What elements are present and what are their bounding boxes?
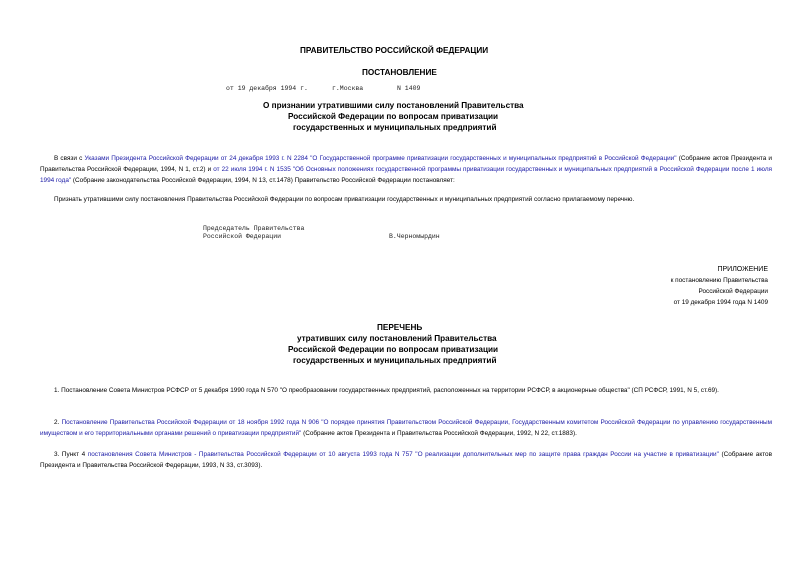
appendix-line-3: от 19 декабря 1994 года N 1409 xyxy=(673,299,768,306)
appendix-line-2: Российской Федерации xyxy=(698,288,768,295)
title-line-3: государственных и муниципальных предприятий xyxy=(293,123,497,132)
list-item-2-text: (Собрание актов Президента и Правительства Российской Федерации, 1992, N 22, ст.1883). xyxy=(301,430,577,437)
list-item-2 xyxy=(40,417,772,439)
intro-text-start: В связи с xyxy=(54,155,85,162)
appendix-line-1: к постановлению Правительства xyxy=(670,277,768,284)
government-heading: ПРАВИТЕЛЬСТВО РОССИЙСКОЙ ФЕДЕРАЦИИ xyxy=(300,46,489,55)
title-line-1: О признании утратившими силу постановлений Правительства xyxy=(263,101,524,110)
intro-text-end: (Собрание законодательства Российской Федерации, 1994, N 13, ст.1478) Правительство Российской Федерации постановляет: xyxy=(71,177,455,184)
list-item-3-number: 3. Пункт 4 xyxy=(54,451,88,458)
list-title-line-4: государственных и муниципальных предприятий xyxy=(293,356,497,365)
resolution-paragraph xyxy=(40,194,772,205)
document-number: N 1409 xyxy=(397,85,421,92)
list-item-2-number: 2. xyxy=(54,419,62,426)
document-date: от 19 декабря 1994 г. xyxy=(226,85,308,92)
list-title-line-1: ПЕРЕЧЕНЬ xyxy=(377,323,423,332)
appendix-label: ПРИЛОЖЕНИЕ xyxy=(717,266,768,273)
document-city: г.Москва xyxy=(332,85,364,92)
intro-text-mid: (Собрание актов Президента и Правительства Российской Федерации, 1994, N 1, ст.2) и xyxy=(40,155,772,173)
signature-name: В.Черномырдин xyxy=(389,233,440,240)
decree-2284-link[interactable]: Указами Президента Российской Федерации от 24 декабря 1993 г. N 2284 "О Государственной программе приватизации государственных и муниципальных предприятий в Российской Федерации" xyxy=(84,155,677,162)
intro-paragraph xyxy=(40,153,772,186)
list-item-1-text: 1. Постановление Совета Министров РСФСР от 5 декабря 1990 года N 570 "О преобразовании государственных предприятий, расположенных на территории РСФСР, в акционерные общества" (СП РСФСР, 1991, N 5, ст.69). xyxy=(54,387,719,394)
resolution-906-link[interactable]: Постановление Правительства Российской Федерации от 18 ноября 1992 года N 906 "О порядке принятия Правительством Российской Федерации, Государственным комитетом Российской Федерации по управлению государственным имуществом и его территориальными органами решений о приватизации предприятий" xyxy=(40,419,772,437)
list-title-line-3: Российской Федерации по вопросам приватизации xyxy=(288,345,499,354)
list-item-3 xyxy=(40,449,772,471)
title-line-2: Российской Федерации по вопросам приватизации xyxy=(288,112,499,121)
appendix-block xyxy=(671,264,768,308)
decree-1535-link[interactable]: от 22 июля 1994 г. N 1535 "Об Основных положениях государственной программы приватизации государственных и муниципальных предприятий в Российской Федерации после 1 июля 1994 года" xyxy=(40,166,772,184)
list-item-1 xyxy=(40,385,772,407)
resolution-text: Признать утратившими силу постановления Правительства Российской Федерации по вопросам приватизации государственных и муниципальных предприятий согласно прилагаемому перечню. xyxy=(54,196,635,203)
resolution-757-link[interactable]: постановления Совета Министров - Правительства Российской Федерации от 10 августа 1993 года N 757 "О реализации дополнительных мер по защите права граждан России на участие в приватизации" xyxy=(87,451,719,458)
list-title-line-2: утративших силу постановлений Правительства xyxy=(297,334,497,343)
signature-title-line-2: Российской Федерации xyxy=(203,233,282,240)
document-type-heading: ПОСТАНОВЛЕНИЕ xyxy=(362,68,437,77)
list-item-3-text: (Собрание актов Президента и Правительства Российской Федерации, 1993, N 33, ст.3093). xyxy=(40,451,772,469)
signature-title-line-1: Председатель Правительства xyxy=(203,225,305,232)
